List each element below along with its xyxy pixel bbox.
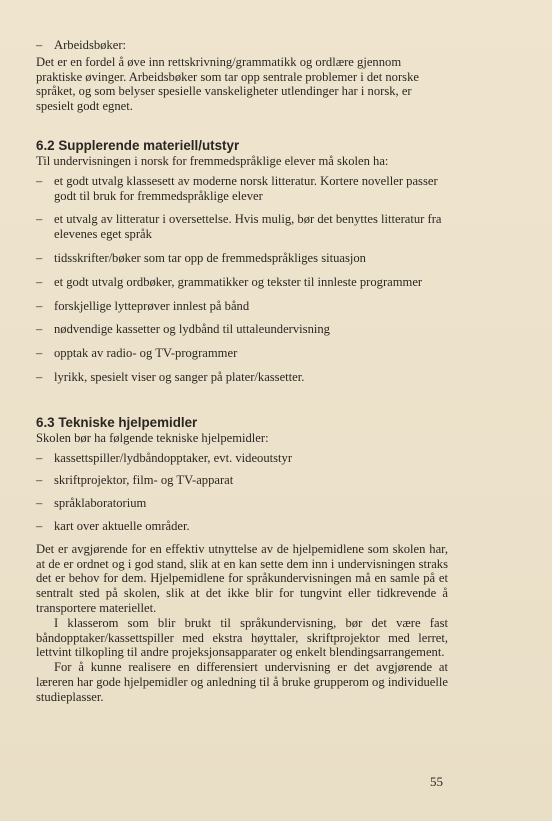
dash-mark: – <box>36 250 43 265</box>
list-item: – kassettspiller/lydbåndopptaker, evt. videoutstyr <box>36 450 293 465</box>
list-item: – språklaboratorium <box>36 496 147 511</box>
list-item: – kart over aktuelle områder. <box>36 518 190 533</box>
dash-mark: – <box>36 346 43 361</box>
list-item: – et utvalg av litteratur i oversettelse. Hvis mulig, bør det benyttes litteratur fra elevenes eget språk <box>36 212 442 242</box>
list-item: – nødvendige kassetter og lydbånd til uttaleundervisning <box>36 322 330 337</box>
page-content <box>36 38 448 705</box>
dash-mark: – <box>36 496 43 511</box>
section-6-2-title: 6.2 Supplerende materiell/utstyr <box>36 137 240 153</box>
intro-heading-line <box>36 38 448 53</box>
dash-mark: – <box>36 274 43 289</box>
dash-mark: – <box>36 518 43 533</box>
intro-heading: Arbeidsbøker: <box>54 38 127 52</box>
section-6-3-lead: Skolen bør ha følgende tekniske hjelpemidler: <box>36 430 269 445</box>
section-6-2-list <box>36 174 448 385</box>
list-item: – skriftprojektor, film- og TV-apparat <box>36 473 234 488</box>
list-item: – lyrikk, spesielt viser og sanger på plater/kassetter. <box>36 369 305 384</box>
section-6-2-lead: Til undervisningen i norsk for fremmedspråklige elever må skolen ha: <box>36 153 389 168</box>
dash-mark: – <box>36 173 43 188</box>
dash-mark: – <box>36 322 43 337</box>
list-item: – et godt utvalg klassesett av moderne norsk litteratur. Kortere noveller passer godt til bruk for fremmedspråklige elever <box>36 173 438 203</box>
dash-mark: – <box>36 212 43 227</box>
body-paragraph: I klasserom som blir brukt til språkundervisning, bør det være fast båndopptaker/kassettspiller med ekstra høyttaler, skriftprojektor med lerret, lettvint tilkopling til andre projeksjonsapparater og enkelt blendingsarrangement. <box>36 615 448 660</box>
section-6-3-title: 6.3 Tekniske hjelpemidler <box>36 414 198 430</box>
list-item: – opptak av radio- og TV-programmer <box>36 346 238 361</box>
section-6-3-list <box>36 451 448 534</box>
list-item: – tidsskrifter/bøker som tar opp de fremmedspråkliges situasjon <box>36 250 366 265</box>
intro-paragraph: Det er en fordel å øve inn rettskrivning/grammatikk og ordlære gjennom praktiske øvinger. Arbeidsbøker som tar opp sentrale problemer i det norske språket, og som belyser spesielle vanskeligheter utlendinger har i norsk, er spesielt godt egnet. <box>36 54 419 114</box>
body-paragraph: Det er avgjørende for en effektiv utnyttelse av de hjelpemidlene som skolen har, at de er ordnet og i god stand, slik at en kan sette dem inn i undervisningen straks det er behov for dem. Hjelpemidlene for språkundervisningen må en samle på et sentralt sted på skolen, slik at det ikke blir for tungvint eller tidkrevende å transportere materiellet. <box>36 541 448 615</box>
dash-mark: – <box>36 450 43 465</box>
dash-mark: – <box>36 298 43 313</box>
page-number: 55 <box>430 774 443 789</box>
body-paragraph: For å kunne realisere en differensiert undervisning er det avgjørende at læreren har gode hjelpemidler og anledning til å bruke grupperom og individuelle studieplasser. <box>36 660 448 704</box>
dash-mark: – <box>36 369 43 384</box>
dash-mark: – <box>36 473 43 488</box>
list-item: – et godt utvalg ordbøker, grammatikker og tekster til innleste programmer <box>36 274 423 289</box>
list-item: – forskjellige lytteprøver innlest på bånd <box>36 298 250 313</box>
dash-mark: – <box>36 38 43 52</box>
